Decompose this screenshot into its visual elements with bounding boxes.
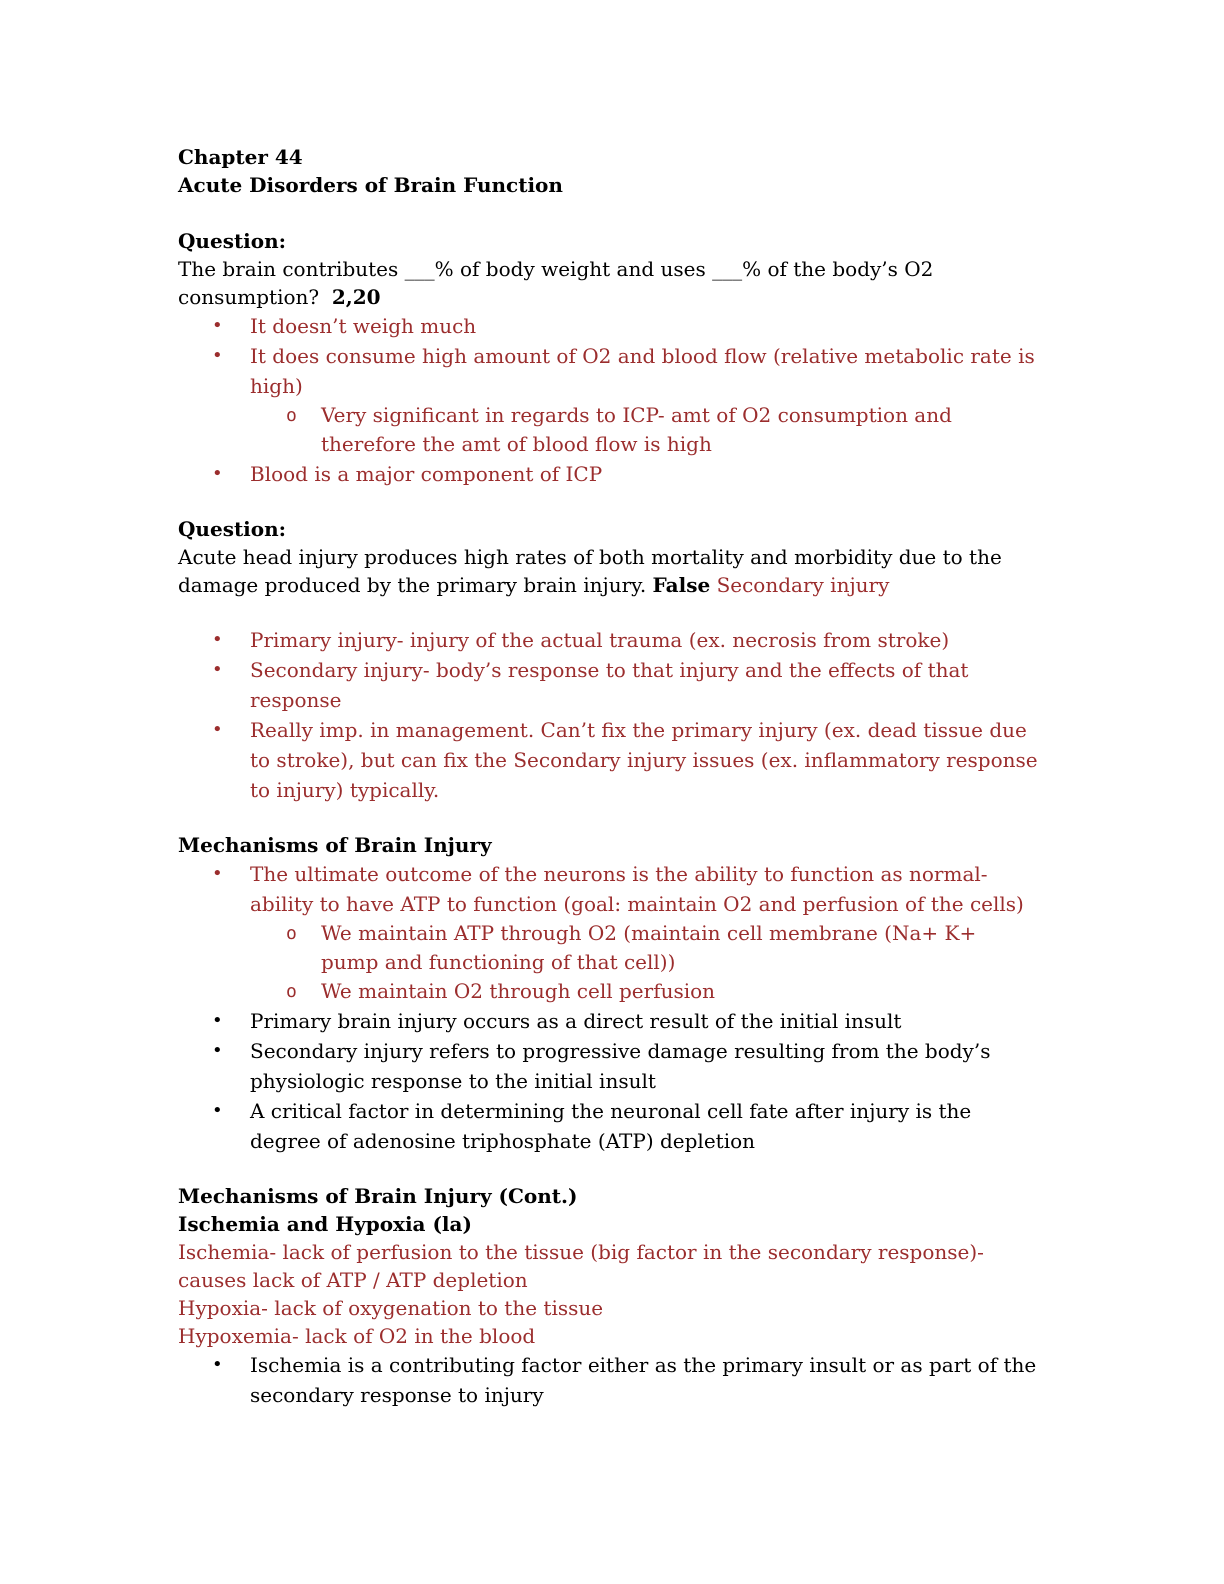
bullet-list — [178, 859, 1038, 1156]
bullet-icon: • — [212, 463, 223, 484]
answer: False — [652, 573, 711, 597]
definition-line: Hypoxia- lack of oxygenation to the tissue — [178, 1296, 604, 1320]
bullet-list — [178, 625, 1038, 805]
document-body — [178, 143, 1038, 1410]
bullet-icon: • — [212, 659, 223, 680]
list-item: • Secondary injury- body’s response to that injury and the effects of that response — [178, 655, 1038, 715]
bullet-icon: • — [212, 863, 223, 884]
list-item: • It doesn’t weigh much — [178, 311, 1038, 341]
question-text: The brain contributes ___% of body weight and uses ___% of the body’s O2 consumption? 2,20 — [178, 257, 934, 309]
chapter-subtitle: Acute Disorders of Brain Function — [178, 173, 563, 197]
list-item: • A critical factor in determining the neuronal cell fate after injury is the degree of adenosine triphosphate (ATP) depletion — [178, 1096, 1038, 1156]
bullet-icon: • — [212, 1010, 223, 1031]
list-item: • Secondary injury refers to progressive damage resulting from the body’s physiologic response to the initial insult — [178, 1036, 1038, 1096]
list-item: • Really imp. in management. Can’t fix the primary injury (ex. dead tissue due to stroke), but can fix the Secondary injury issues (ex. inflammatory response to injury) typically. — [178, 715, 1038, 805]
definition-line: Ischemia- lack of perfusion to the tissue (big factor in the secondary response)- causes lack of ATP / ATP depletion — [178, 1240, 984, 1292]
sub-list-item: o We maintain ATP through O2 (maintain cell membrane (Na+ K+ pump and functioning of that cell)) — [286, 921, 977, 974]
list-item: • The ultimate outcome of the neurons is the ability to function as normal- ability to have ATP to function (goal: maintain O2 and perfusion of the cells) — [178, 859, 1038, 919]
list-item: • It does consume high amount of O2 and blood flow (relative metabolic rate is high) — [178, 341, 1038, 401]
definition-line: Hypoxemia- lack of O2 in the blood — [178, 1324, 536, 1348]
sub-bullet-icon: o — [286, 405, 297, 426]
bullet-icon: • — [212, 629, 223, 650]
list-item: • Primary brain injury occurs as a direct result of the initial insult — [178, 1006, 1038, 1036]
answer-note: Secondary injury — [716, 573, 890, 597]
sub-bullet-icon: o — [286, 923, 297, 944]
bullet-icon: • — [212, 1354, 223, 1375]
bullet-list — [178, 311, 1038, 489]
bullet-icon: • — [212, 1100, 223, 1121]
bullet-icon: • — [212, 315, 223, 336]
list-item: • Primary injury- injury of the actual trauma (ex. necrosis from stroke) — [178, 625, 1038, 655]
bullet-icon: • — [212, 345, 223, 366]
section-heading: Mechanisms of Brain Injury — [178, 833, 492, 857]
answer: 2,20 — [331, 285, 381, 309]
section-heading: Mechanisms of Brain Injury (Cont.) — [178, 1184, 578, 1208]
sub-list-item: o Very significant in regards to ICP- amt of O2 consumption and therefore the amt of blood flow is high — [286, 403, 952, 456]
sub-list-item: o We maintain O2 through cell perfusion — [178, 977, 1038, 1006]
list-item: • Blood is a major component of ICP — [178, 459, 1038, 489]
bullet-icon: • — [212, 719, 223, 740]
list-item: • Ischemia is a contributing factor either as the primary insult or as part of the secondary response to injury — [178, 1350, 1038, 1410]
bullet-icon: • — [212, 1040, 223, 1061]
question-label: Question: — [178, 517, 287, 541]
bullet-list — [178, 1350, 1038, 1410]
question-text: Acute head injury produces high rates of both mortality and morbidity due to the damage produced by the primary brain injury. False Secondary injury — [178, 545, 1002, 597]
question-label: Question: — [178, 229, 287, 253]
chapter-title: Chapter 44 — [178, 145, 303, 169]
sub-bullet-icon: o — [286, 981, 297, 1002]
section-subheading: Ischemia and Hypoxia (la) — [178, 1212, 472, 1236]
